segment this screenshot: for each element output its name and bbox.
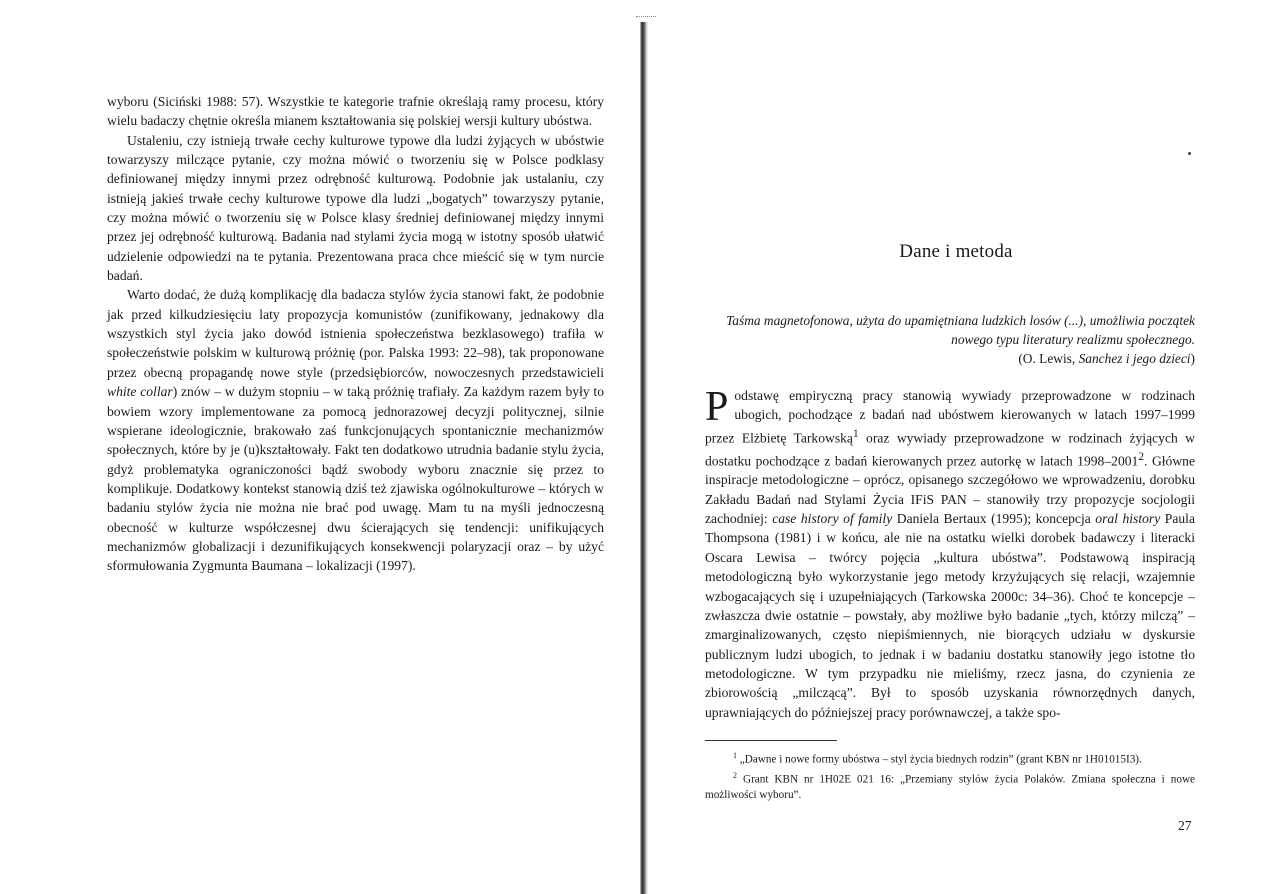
book-spine bbox=[640, 22, 648, 894]
source-suffix: ) bbox=[1190, 351, 1195, 366]
footnote-text: Grant KBN nr 1H02E 021 16: „Przemiany stylów życia Polaków. Zmiana społeczna i nowe możliwości wyboru”. bbox=[705, 773, 1195, 802]
epigraph bbox=[705, 311, 1195, 368]
text-span: oraz wywiady przeprowadzone w rodzinach żyjących w dostatku pochodzące z badań kierowanych przez autorkę w latach 1998–2001 bbox=[705, 430, 1195, 469]
paragraph: wyboru (Siciński 1988: 57). Wszystkie te kategorie trafnie określają ramy procesu, który wielu badaczy chętnie określa mianem kształtowania się polskiej wersji kultury ubóstwa. bbox=[107, 94, 604, 129]
source-title: Sanchez i jego dzieci bbox=[1078, 351, 1191, 366]
epigraph-source bbox=[705, 349, 1195, 368]
italic-term: white collar bbox=[107, 384, 173, 400]
page-number: 27 bbox=[1178, 818, 1192, 833]
text-span: odstawę empiryczną pracy stanowią wywiady przeprowadzone w rodzinach ubogich, pochodzące z badań nad ubóstwem kierowanych w latach 1997–1999 przez Elżbietę Tarkowską bbox=[705, 388, 1195, 446]
source-prefix: (O. Lewis, bbox=[1018, 351, 1079, 366]
text-span: . Główne inspiracje metodologiczne – oprócz, opisanego szczegółowo we wprowadzeniu, dorobku Zakładu Badań nad Stylami Życia IFiS PAN – stanowiły trzy propozycje socjologii zachodniej: bbox=[705, 453, 1195, 527]
footnote bbox=[705, 748, 1195, 768]
epigraph-quote: Taśma magnetofonowa, użyta do upamiętniana ludzkich losów (...), umożliwia początek nowego typu literatury realizmu społecznego. bbox=[726, 313, 1195, 347]
footnote bbox=[705, 768, 1195, 804]
italic-term: case history of family bbox=[772, 511, 893, 527]
footnote-rule bbox=[705, 740, 837, 741]
footnote-mark: 1 bbox=[733, 751, 737, 760]
paragraph bbox=[705, 386, 1195, 722]
paragraph bbox=[107, 285, 604, 575]
paragraph: Ustaleniu, czy istnieją trwałe cechy kulturowe typowe dla ludzi żyjących w ubóstwie towarzyszy milczące pytanie, czy można mówić o tworzeniu się w Polsce podklasy definiowanej między innymi przez odrębność kulturową. Podobnie jak ustalaniu, czy istnieją jakieś trwałe cechy kulturowe typowe dla ludzi „bogatych” towarzyszy pytanie, czy można mówić o tworzeniu się w Polsce klasy średniej definiowanej między innymi przez jej odrębność kulturową. Badania nad stylami życia mogą w istotny sposób ułatwić udzielenie odpowiedzi na te pytania. Prezentowana praca chce mieścić się w tym nurcie badań. bbox=[107, 132, 604, 284]
footnote-ref[interactable]: 1 bbox=[852, 427, 859, 440]
text-span: ) znów – w dużym stopniu – w taką próżnię trafiały. Za każdym razem były to bowiem wzory implementowane za pomocą jednorazowej decyzji politycznej, silnie wspierane ideologicznie, brakowało zaś funkcjonujących spontanicznie mechanizmów społecznych, które by je (u)kształtowały. Fakt ten dodatkowo utrudnia badanie stylu życia, gdyż problematyka ograniczoności bądź swobody wyboru znacznie się przez to komplikuje. Dodatkowy kontekst stanowią dziś też zjawiska ogólnokulturowe – których w badaniu stylów życia nie można nie brać pod uwagę. Mam tu na myśli jednoczesną obecność w kulturze współczesnej dwu ścierających się tendencji: unifikujących mechanizmów globalizacji i dezunifikujących konsekwencji polaryzacji oraz – by użyć sformułowania Zygmunta Baumana – lokalizacji (1997). bbox=[107, 384, 604, 574]
drop-cap: P bbox=[705, 384, 729, 430]
chapter-title: Dane i metoda bbox=[899, 241, 1013, 262]
left-page bbox=[0, 0, 625, 894]
italic-term: oral history bbox=[1095, 511, 1161, 527]
right-page-body bbox=[705, 386, 1195, 722]
text-span: Paula Thompsona (1981) i w końcu, ale nie na ostatku wielki dorobek badawczy i literacki Oscara Lewisa – twórcy pojęcia „kultura ubóstwa”. Podstawową inspiracją metodologiczną było wykorzystanie jego metody krzyżujących się relacji, wzajemnie wzbogacających się i uzupełniających (Tarkowska 2000c: 34–36). Choć te koncepcje – zwłaszcza dwie ostatnie – powstały, aby możliwe było badanie „tych, którzy milczą” – zmarginalizowanych, często niepiśmiennych, nie biorących udziału w dyskursie publicznym ludzi ubogich, to jednak i w badaniu dostatku stanowiły jego istotne tło metodologiczne. W tym przypadku nie mieliśmy, rzecz jasna, do czynienia ze zbiorowością „milczącą”. Był to sposób uzyskania równorzędnych danych, uprawniających do późniejszej pracy porównawczej, a także spo- bbox=[705, 511, 1195, 720]
text-span: Warto dodać, że dużą komplikację dla badacza stylów życia stanowi fakt, że podobnie jak przed kilkudziesięciu laty propozycja komunistów (zunifikowany, jednakowy dla wszystkich styl życia jako dowód istnienia społeczeństwa bezklasowego) trafiła w społeczeństwie polskim w kulturową próżnię (por. Palska 1993: 22–98), tak proponowane przez obecną propagandę nowe style (przedsiębiorców, nowoczesnych przedstawicieli bbox=[107, 287, 604, 380]
left-page-body bbox=[107, 92, 604, 576]
footnote-ref[interactable]: 2 bbox=[1138, 450, 1145, 463]
footnote-mark: 2 bbox=[733, 770, 737, 780]
footnote-text: „Dawne i nowe formy ubóstwa – styl życia biednych rodzin” (grant KBN nr 1H01015I3). bbox=[739, 753, 1142, 766]
footnotes bbox=[705, 748, 1195, 803]
text-span: Daniela Bertaux (1995); koncepcja bbox=[892, 511, 1096, 527]
